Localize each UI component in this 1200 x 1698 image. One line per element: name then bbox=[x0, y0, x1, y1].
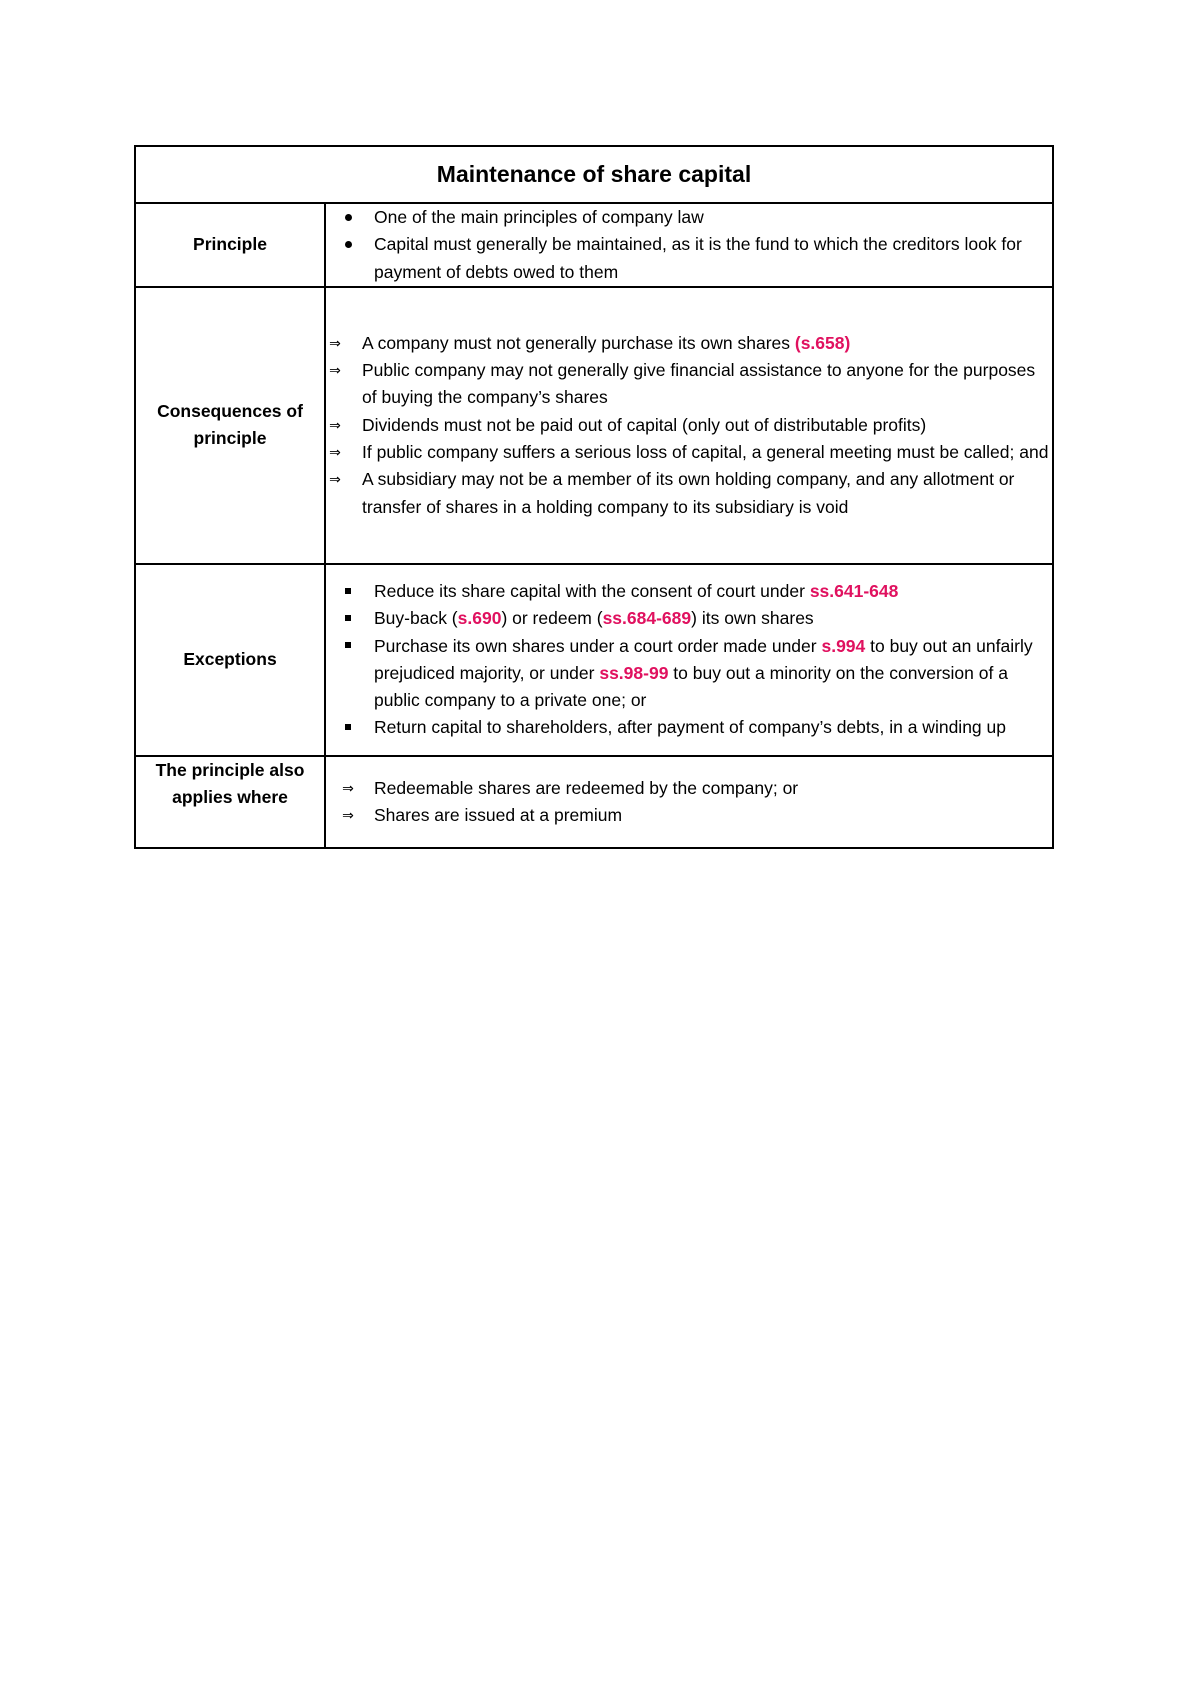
list-item: Capital must generally be maintained, as it is the fund to which the creditors look for payment of debts owed to them bbox=[326, 231, 1052, 286]
bullet-dot-icon bbox=[338, 231, 358, 258]
list-item: ⇒ If public company suffers a serious loss of capital, a general meeting must be called; and bbox=[326, 439, 1052, 466]
list-item: One of the main principles of company law bbox=[326, 204, 1052, 231]
section-reference: ss.98-99 bbox=[599, 662, 669, 683]
principle-row bbox=[135, 203, 1053, 287]
section-reference: (s.658) bbox=[794, 332, 851, 353]
arrow-right-icon: ⇒ bbox=[329, 416, 341, 433]
arrow-right-icon: ⇒ bbox=[329, 362, 341, 379]
arrow-right-icon: ⇒ bbox=[342, 779, 354, 796]
bullet-dot-icon bbox=[338, 204, 358, 231]
principle-list bbox=[326, 204, 1052, 286]
exceptions-label: Exceptions bbox=[135, 564, 325, 756]
list-item: Return capital to shareholders, after payment of company’s debts, in a winding up bbox=[326, 714, 1052, 741]
table-title: Maintenance of share capital bbox=[135, 146, 1053, 203]
list-item: ⇒ A company must not generally purchase its own shares (s.658) bbox=[326, 330, 1052, 357]
exceptions-list bbox=[326, 578, 1052, 742]
arrow-right-icon: ⇒ bbox=[329, 444, 341, 461]
title-row bbox=[135, 146, 1053, 203]
bullet-square-icon bbox=[338, 578, 358, 605]
also-applies-content bbox=[325, 756, 1053, 848]
arrow-right-icon: ⇒ bbox=[329, 334, 341, 351]
list-item: ⇒ A subsidiary may not be a member of its own holding company, and any allotment or transfer of shares in a holding company to its subsidiary is void bbox=[326, 466, 1052, 521]
list-item: ⇒ Redeemable shares are redeemed by the company; or bbox=[326, 775, 1052, 802]
list-item: ⇒ Shares are issued at a premium bbox=[326, 802, 1052, 829]
section-reference: s.994 bbox=[821, 635, 866, 656]
section-reference: ss.641-648 bbox=[809, 581, 899, 601]
list-item: Buy-back (s.690) or redeem (ss.684-689) its own shares bbox=[326, 605, 1052, 632]
exceptions-row bbox=[135, 564, 1053, 756]
principle-content bbox=[325, 203, 1053, 287]
consequences-row bbox=[135, 287, 1053, 564]
consequences-content bbox=[325, 287, 1053, 564]
also-applies-row bbox=[135, 756, 1053, 848]
list-item: Purchase its own shares under a court order made under s.994 to buy out an unfairly prejudiced majority, or under ss.98-99 to buy out a minority on the conversion of a public company to a private one; or bbox=[326, 633, 1052, 715]
arrow-right-icon: ⇒ bbox=[342, 806, 354, 823]
also-applies-list bbox=[326, 775, 1052, 830]
summary-table bbox=[134, 145, 1054, 849]
arrow-right-icon: ⇒ bbox=[329, 471, 341, 488]
list-item: Reduce its share capital with the consent of court under ss.641-648 bbox=[326, 578, 1052, 605]
principle-label: Principle bbox=[135, 203, 325, 287]
exceptions-content bbox=[325, 564, 1053, 756]
section-reference: ss.684-689 bbox=[602, 608, 692, 629]
bullet-square-icon bbox=[338, 605, 358, 632]
consequences-list bbox=[326, 330, 1052, 521]
bullet-square-icon bbox=[338, 633, 358, 660]
list-item: ⇒ Dividends must not be paid out of capital (only out of distributable profits) bbox=[326, 412, 1052, 439]
consequences-label: Consequences of principle bbox=[135, 287, 325, 564]
section-reference: s.690 bbox=[457, 608, 502, 629]
also-applies-label: The principle also applies where bbox=[135, 756, 325, 848]
bullet-square-icon bbox=[338, 714, 358, 741]
list-item: ⇒ Public company may not generally give financial assistance to anyone for the purposes of buying the company’s shares bbox=[326, 357, 1052, 412]
